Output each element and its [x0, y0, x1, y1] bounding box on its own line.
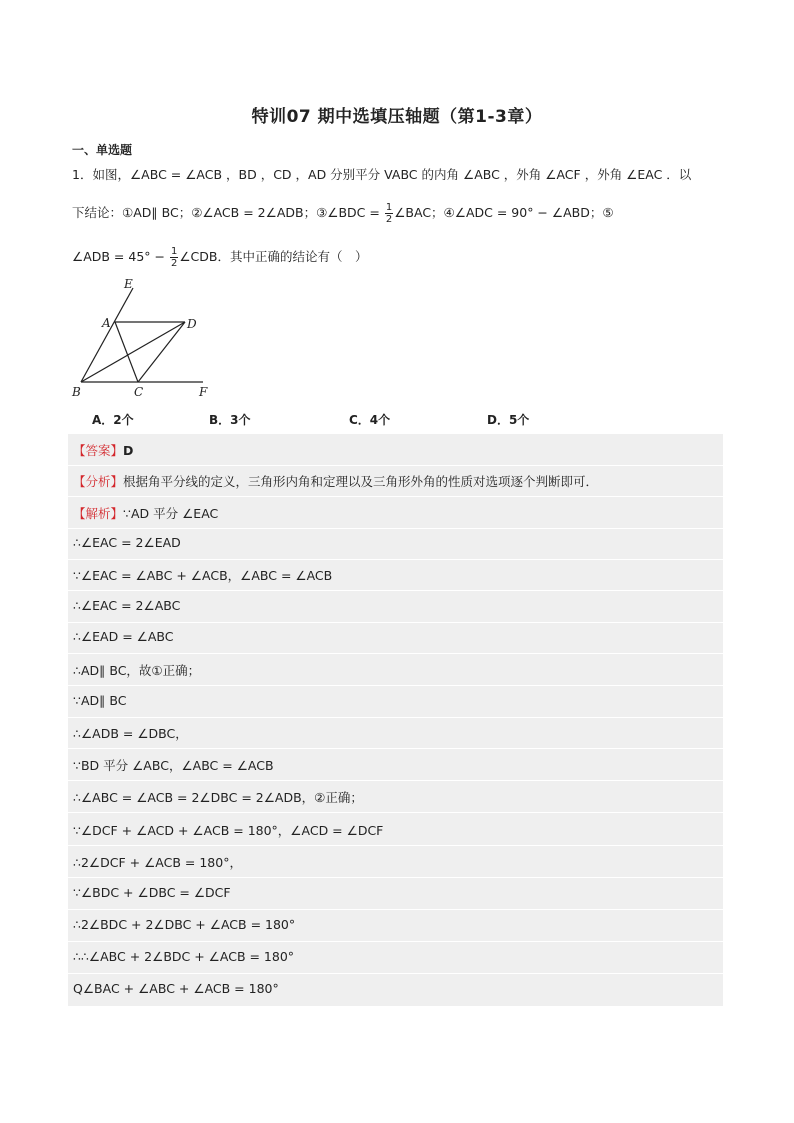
explain-first-step: ∵AD 平分 ∠EAC: [123, 506, 219, 521]
segment-ac: [115, 322, 138, 382]
question-line-2-part-b: ∠BAC；④∠ADC = 90° − ∠ABD；⑤: [394, 205, 614, 220]
answer-value: D: [123, 443, 134, 458]
fraction-half: [170, 246, 178, 269]
geometry-figure: [68, 276, 218, 401]
section-heading: 一、单选题: [72, 143, 133, 157]
question-line-2: [72, 202, 614, 225]
label-e: E: [124, 277, 133, 291]
question-line-3-part-b: ∠CDB．其中正确的结论有（ ）: [179, 249, 368, 264]
explain-tag: 【解析】: [73, 506, 124, 521]
solution-step: [68, 686, 723, 718]
answer-tag: 【答案】: [73, 443, 124, 458]
analysis-tag: 【分析】: [73, 474, 124, 489]
step-text: ∵∠DCF + ∠ACD + ∠ACB = 180°，∠ACD = ∠DCF: [73, 823, 384, 838]
label-d: D: [187, 317, 197, 331]
option-a[interactable]: A．2个: [92, 413, 134, 427]
solution-step: [68, 942, 723, 974]
solution-step: [68, 622, 723, 654]
segment-cd: [138, 322, 185, 382]
fraction-denominator: 2: [385, 214, 393, 225]
step-text: ∴∴∠ABC + 2∠BDC + ∠ACB = 180°: [73, 949, 295, 964]
question-line-1: 1．如图，∠ABC = ∠ACB ，BD ，CD ，AD 分别平分 VABC 的内角 ∠ABC ，外角 ∠ACF ，外角 ∠EAC ．以: [72, 167, 692, 182]
solution-step: [68, 781, 723, 813]
step-text: ∴2∠BDC + 2∠DBC + ∠ACB = 180°: [73, 917, 296, 932]
step-text: ∴∠EAC = 2∠EAD: [73, 535, 181, 550]
step-text: ∵AD∥ BC: [73, 693, 127, 708]
step-text: ∴∠EAC = 2∠ABC: [73, 598, 181, 613]
solution-step: [68, 717, 723, 749]
solution-step: [68, 559, 723, 591]
step-text: ∵BD 平分 ∠ABC，∠ABC = ∠ACB: [73, 758, 274, 773]
solution-step: [68, 878, 723, 910]
fraction-numerator: 1: [170, 246, 178, 257]
step-text: ∵∠BDC + ∠DBC = ∠DCF: [73, 885, 231, 900]
solution-step: [68, 814, 723, 846]
fraction-denominator: 2: [170, 258, 178, 269]
label-a: A: [102, 316, 111, 330]
page-title: 特训07 期中选填压轴题（第1-3章）: [251, 107, 543, 127]
step-text: ∵∠EAC = ∠ABC + ∠ACB，∠ABC = ∠ACB: [73, 568, 333, 583]
line-be: [81, 288, 133, 382]
solution-step: [68, 846, 723, 878]
step-text: Q∠BAC + ∠ABC + ∠ACB = 180°: [73, 981, 279, 996]
solution-step: [68, 591, 723, 623]
solution-step: [68, 974, 723, 1005]
step-text: ∴∠ABC = ∠ACB = 2∠DBC = 2∠ADB，②正确；: [73, 790, 363, 805]
answer-row: [68, 434, 723, 466]
step-text: ∴∠EAD = ∠ABC: [73, 629, 174, 644]
solution-box: [68, 434, 723, 1006]
fraction-numerator: 1: [385, 202, 393, 213]
fraction-half: [385, 202, 393, 225]
option-c[interactable]: C．4个: [349, 413, 391, 427]
step-text: ∴2∠DCF + ∠ACB = 180°，: [73, 855, 242, 870]
label-b: B: [72, 385, 81, 399]
label-c: C: [134, 385, 144, 399]
step-text: ∴∠ADB = ∠DBC，: [73, 726, 188, 741]
option-b[interactable]: B．3个: [209, 413, 251, 427]
solution-step: [68, 654, 723, 686]
analysis-text: 根据角平分线的定义，三角形内角和定理以及三角形外角的性质对选项逐个判断即可．: [123, 474, 599, 489]
segment-bd: [81, 322, 185, 382]
solution-step: [68, 528, 723, 560]
question-line-3: [72, 246, 367, 269]
question-line-2-part-a: 下结论：①AD∥ BC；②∠ACB = 2∠ADB；③∠BDC =: [72, 205, 384, 220]
explain-row: [68, 497, 723, 529]
question-line-3-part-a: ∠ADB = 45° −: [72, 249, 169, 264]
step-text: ∴AD∥ BC，故①正确；: [73, 663, 201, 678]
analysis-row: [68, 465, 723, 497]
label-f: F: [199, 385, 208, 399]
option-d[interactable]: D．5个: [487, 413, 530, 427]
solution-step: [68, 749, 723, 781]
solution-step: [68, 910, 723, 942]
